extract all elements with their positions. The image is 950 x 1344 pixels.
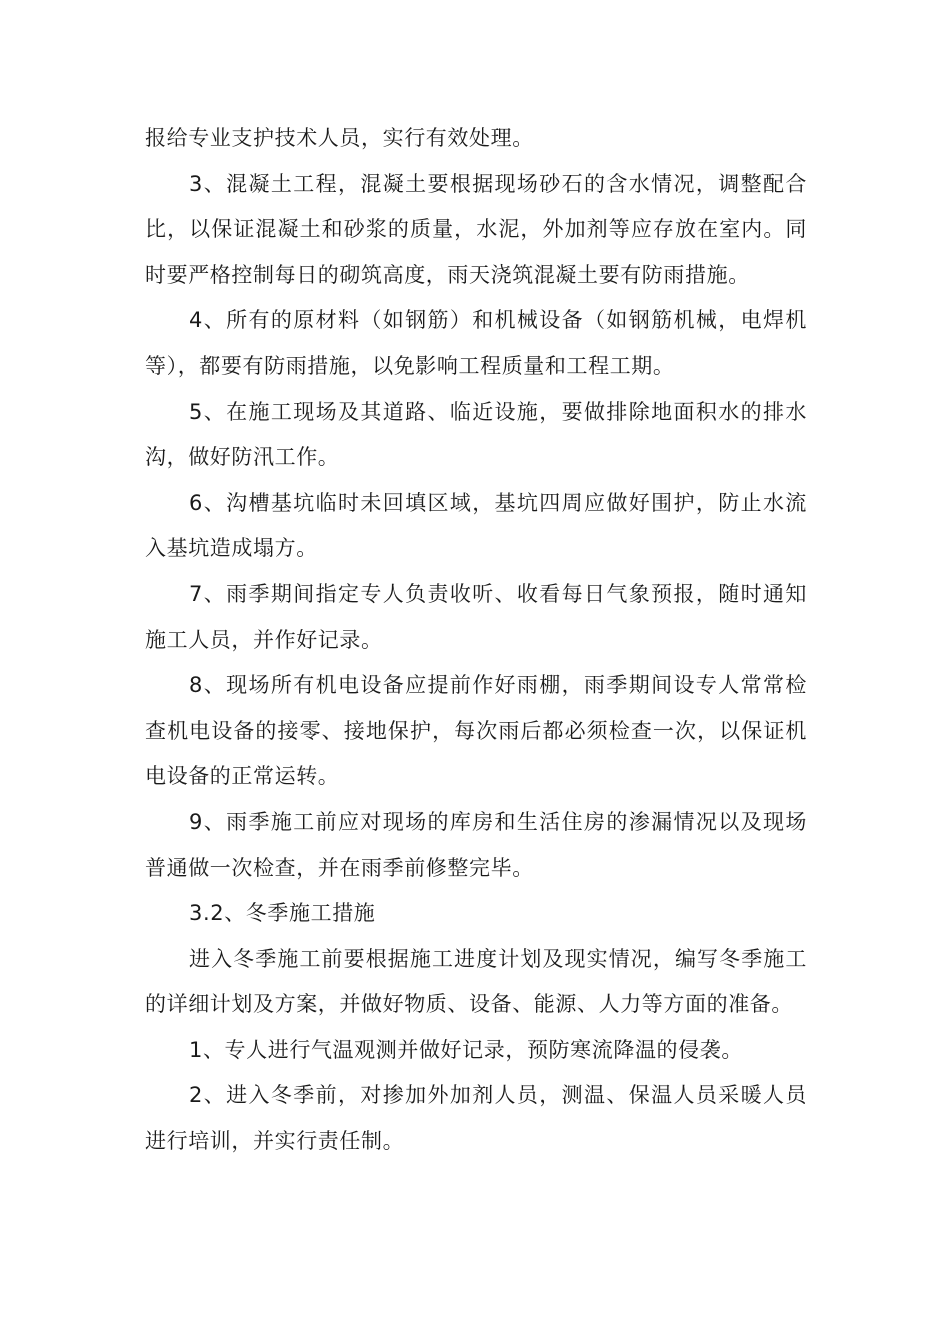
paragraph-electrical-equipment: 8、现场所有机电设备应提前作好雨棚，雨季期间设专人常常检查机电设备的接零、接地保护，每次雨后都必须检查一次，以保证机电设备的正常运转。 xyxy=(145,673,807,789)
paragraph-weather-forecast: 7、雨季期间指定专人负责收听、收看每日气象预报，随时通知施工人员，并作好记录。 xyxy=(145,581,807,652)
paragraph-leak-inspection: 9、雨季施工前应对现场的库房和生活住房的渗漏情况以及现场普通做一次检查，并在雨季前修整完毕。 xyxy=(145,809,807,880)
paragraph-staff-training: 2、进入冬季前，对掺加外加剂人员，测温、保温人员采暖人员进行培训，并实行责任制。 xyxy=(145,1083,807,1154)
section-heading-winter-measures: 3.2、冬季施工措施 xyxy=(189,901,376,926)
paragraph-materials-rain-protection: 4、所有的原材料（如钢筋）和机械设备（如钢筋机械，电焊机等），都要有防雨措施，以免影响工程质量和工程工期。 xyxy=(145,308,807,378)
paragraph-concrete-work: 3、混凝土工程，混凝土要根据现场砂石的含水情况，调整配合比，以保证混凝土和砂浆的质量，水泥，外加剂等应存放在室内。同时要严格控制每日的砌筑高度，雨天浇筑混凝土要有防雨措施。 xyxy=(145,171,807,287)
paragraph-winter-plan: 进入冬季施工前要根据施工进度计划及现实情况，编写冬季施工的详细计划及方案，并做好物质、设备、能源、人力等方面的准备。 xyxy=(145,946,807,1017)
paragraph-drainage: 5、在施工现场及其道路、临近设施，要做排除地面积水的排水沟，做好防汛工作。 xyxy=(145,399,807,470)
paragraph-temperature-monitoring: 1、专人进行气温观测并做好记录，预防寒流降温的侵袭。 xyxy=(189,1037,743,1062)
paragraph-continuation: 报给专业支护技术人员，实行有效处理。 xyxy=(145,126,534,150)
document-body xyxy=(145,116,807,1165)
paragraph-trench-protection: 6、沟槽基坑临时未回填区域，基坑四周应做好围护，防止水流入基坑造成塌方。 xyxy=(145,490,807,561)
